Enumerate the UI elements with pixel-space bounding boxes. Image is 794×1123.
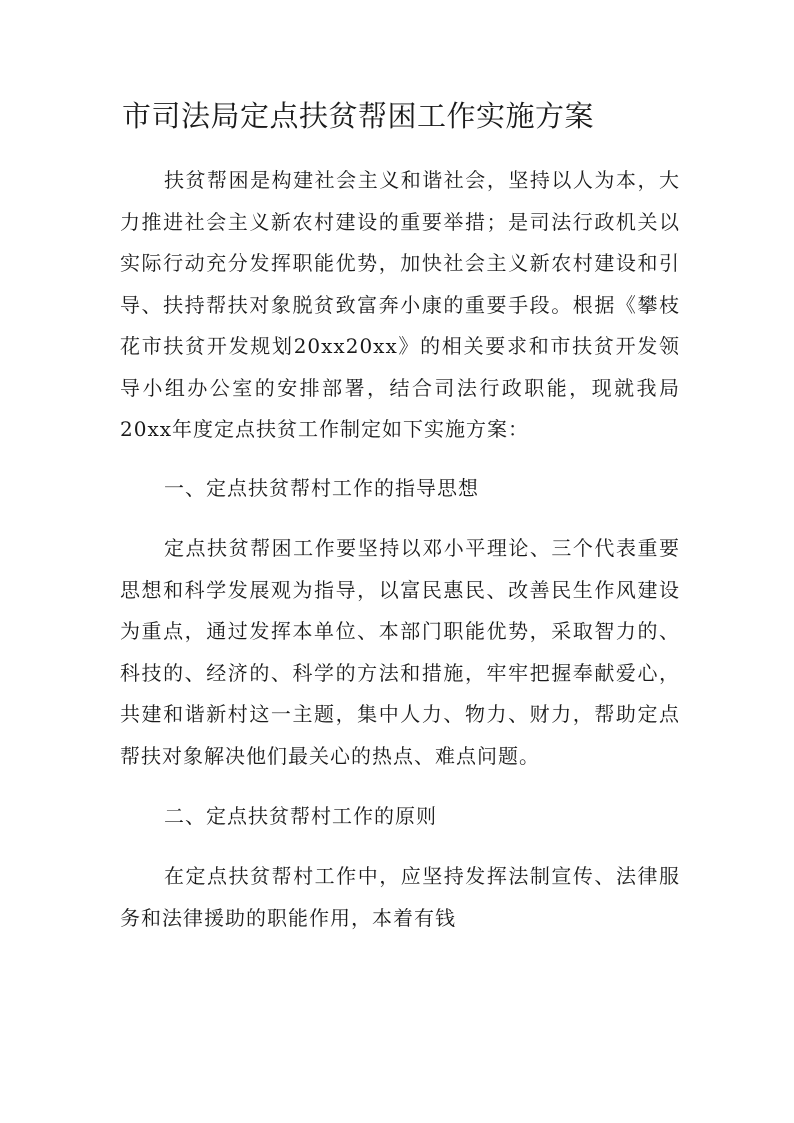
section2-heading: 二、定点扶贫帮村工作的原则 [164, 804, 437, 828]
section1-paragraph: 定点扶贫帮困工作要坚持以邓小平理论、三个代表重要思想和科学发展观为指导，以富民惠民、改善民生作风建设为重点，通过发挥本单位、本部门职能优势，采取智力的、科技的、经济的、科学的方法和措施，牢牢把握奉献爱心，共建和谐新村这一主题，集中人力、物力、财力，帮助定点帮扶对象解决他们最关心的热点、难点问题。 [120, 536, 680, 768]
document-title: 市司法局定点扶贫帮困工作实施方案 [122, 99, 595, 133]
section2-paragraph: 在定点扶贫帮村工作中，应坚持发挥法制宣传、法律服务和法律援助的职能作用，本着有钱 [120, 864, 680, 930]
intro-paragraph: 扶贫帮困是构建社会主义和谐社会，坚持以人为本，大力推进社会主义新农村建设的重要举措；是司法行政机关以实际行动充分发挥职能优势，加快社会主义新农村建设和引导、扶持帮扶对象脱贫致富奔小康的重要手段。根据《攀枝花市扶贫开发规划20xx20xx》的相关要求和市扶贫开发领导小组办公室的安排部署，结合司法行政职能，现就我局20xx年度定点扶贫工作制定如下实施方案： [120, 168, 680, 441]
section1-heading: 一、定点扶贫帮村工作的指导思想 [164, 476, 479, 500]
